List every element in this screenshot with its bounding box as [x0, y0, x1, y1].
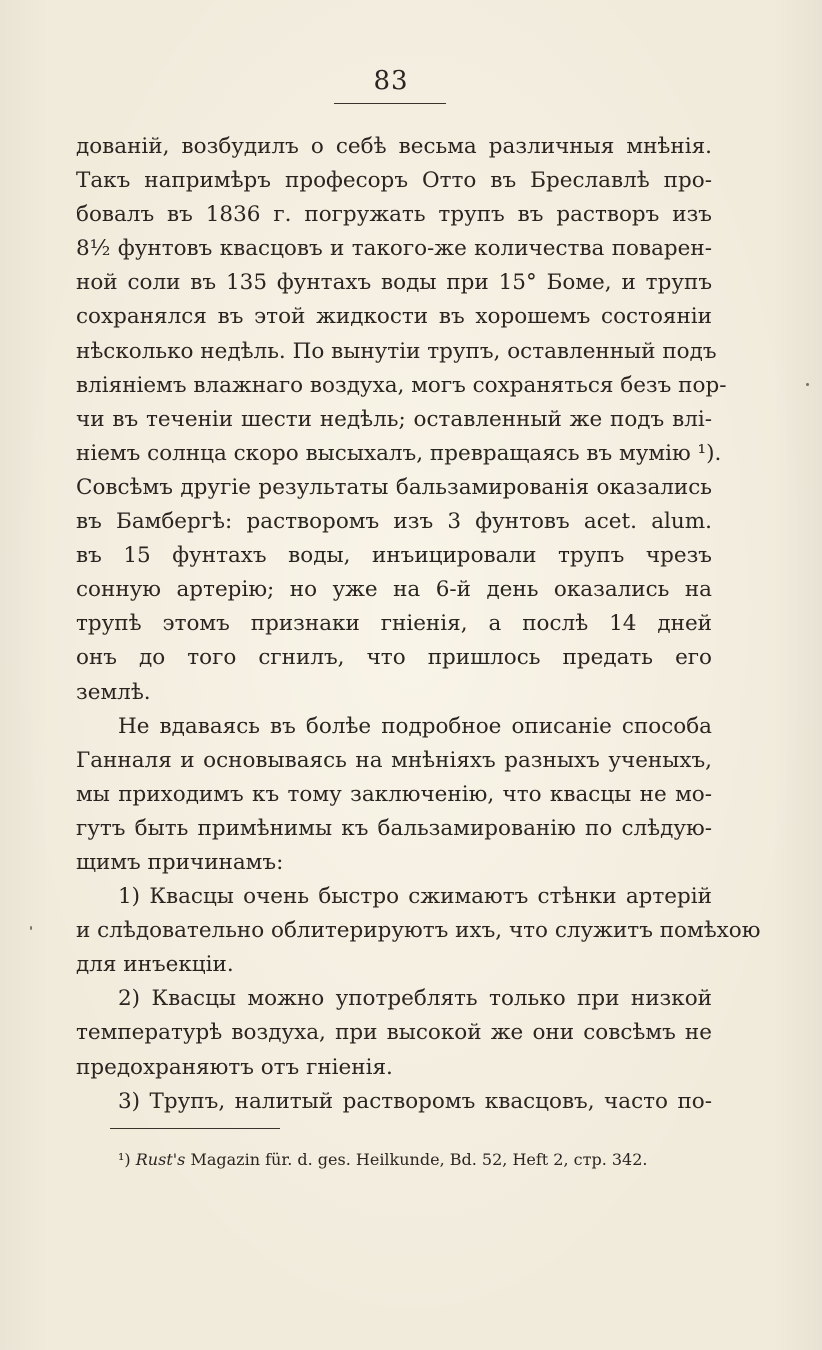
text-line: сонную артерію; но уже на 6-й день оказались на: [76, 577, 712, 603]
text-line: землѣ.: [76, 679, 151, 705]
header-rule: [334, 103, 446, 104]
text-line: Совсѣмъ другіе результаты бальзамированія оказались: [76, 474, 712, 500]
footnote-marker: ¹): [118, 1150, 131, 1169]
footnote-author: Rust's: [135, 1150, 186, 1169]
paper-speck: [30, 926, 32, 930]
body-text: [76, 130, 761, 1119]
text-line: бовалъ въ 1836 г. погружать трупъ въ растворъ изъ: [76, 202, 712, 228]
text-line: Такъ напримѣръ професоръ Отто въ Бреславлѣ про-: [76, 168, 712, 194]
text-line: щимъ причинамъ:: [76, 849, 284, 875]
text-line: въ 15 фунтахъ воды, инъицировали трупъ чрезъ: [76, 543, 712, 569]
text-line: Ганналя и основываясь на мнѣніяхъ разныхъ ученыхъ,: [76, 747, 712, 773]
footnote: [118, 1146, 718, 1174]
text-line: ной соли въ 135 фунтахъ воды при 15° Боме, и трупъ: [76, 270, 712, 296]
footnote-text: Magazin für. d. ges. Heilkunde, Bd. 52, Heft 2, стр. 342.: [190, 1150, 648, 1169]
paper-speck: [806, 383, 809, 386]
text-line: и слѣдовательно облитерируютъ ихъ, что служитъ помѣхою: [76, 918, 761, 944]
text-line: нѣсколько недѣль. По вынутіи трупъ, оставленный подъ: [76, 338, 717, 364]
text-line: мы приходимъ къ тому заключенію, что квасцы не мо-: [76, 781, 712, 807]
text-line: дованій, возбудилъ о себѣ весьма различныя мнѣнія.: [76, 134, 712, 159]
page-number: 83: [373, 66, 409, 96]
text-line: 8½ фунтовъ квасцовъ и такого-же количества поварен-: [76, 236, 712, 262]
text-line: вліяніемъ влажнаго воздуха, могъ сохраняться безъ пор-: [76, 372, 727, 398]
text-line: въ Бамбергѣ: растворомъ изъ 3 фунтовъ acet. alum.: [76, 509, 712, 535]
text-line: Не вдаваясь въ болѣе подробное описаніе способа: [118, 713, 712, 739]
text-line: чи въ теченіи шести недѣль; оставленный же подъ влі-: [76, 406, 712, 432]
text-line: 1) Квасцы очень быстро сжимаютъ стѣнки артерій: [118, 884, 712, 910]
text-line: для инъекціи.: [76, 952, 234, 978]
text-line: онъ до того сгнилъ, что пришлось предать его: [76, 645, 712, 671]
text-line: температурѣ воздуха, при высокой же они совсѣмъ не: [76, 1020, 712, 1046]
text-line: сохранялся въ этой жидкости въ хорошемъ состояніи: [76, 304, 712, 330]
text-line: гутъ быть примѣнимы къ бальзамированію по слѣдую-: [76, 815, 712, 841]
text-line: предохраняютъ отъ гніенія.: [76, 1054, 393, 1080]
text-line: 2) Квасцы можно употреблять только при низкой: [118, 986, 712, 1012]
text-line: ніемъ солнца скоро высыхалъ, превращаясь въ мумію ¹).: [76, 440, 722, 466]
footnote-rule: [110, 1128, 280, 1129]
text-line: трупѣ этомъ признаки гніенія, а послѣ 14 дней: [76, 611, 712, 637]
text-line: 3) Трупъ, налитый растворомъ квасцовъ, часто по-: [118, 1088, 712, 1114]
